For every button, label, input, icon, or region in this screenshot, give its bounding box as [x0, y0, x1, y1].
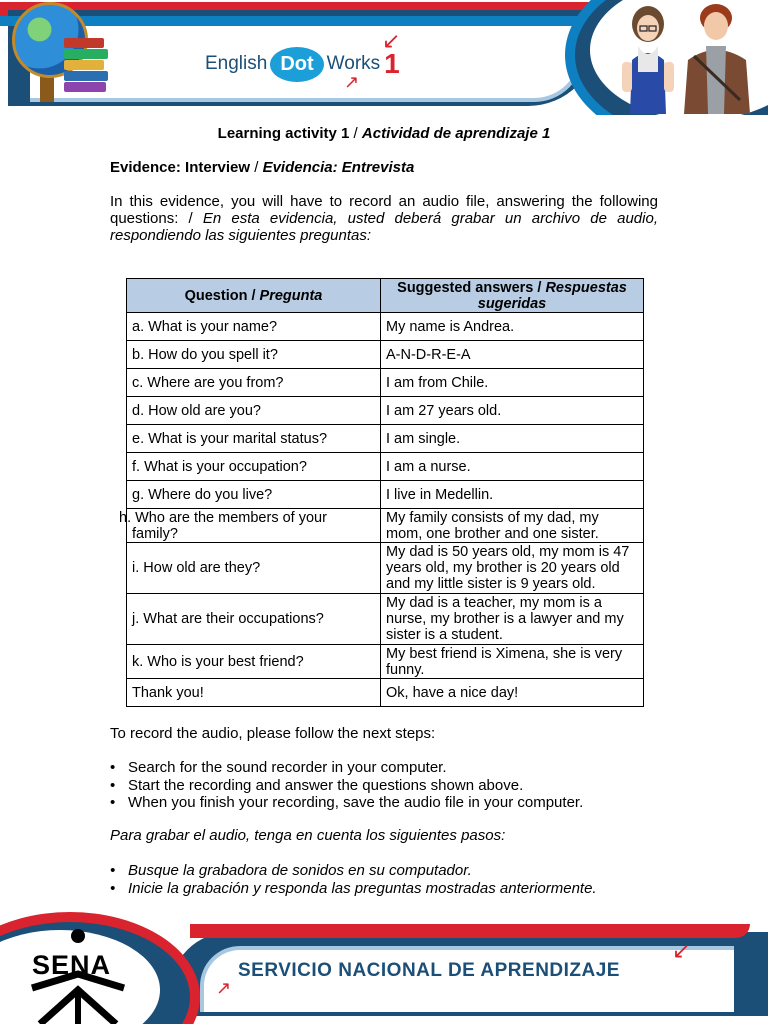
answer-cell: I am 27 years old.: [381, 397, 644, 425]
arrow-up-right-icon: ↗: [216, 978, 232, 998]
footer-banner: [0, 912, 768, 1024]
steps-intro-es: Para grabar el audio, tenga en cuenta los siguientes pasos:: [110, 827, 506, 844]
header-answer: Suggested answers / Respuestas sugeridas: [381, 279, 644, 313]
sena-wordmark: SENA: [32, 950, 112, 980]
table-row: [127, 481, 644, 509]
table-row: [127, 313, 644, 341]
header-blue-stripe: [0, 16, 600, 26]
question-cell: d. How old are you?: [127, 397, 381, 425]
evidence-es: Evidencia: Entrevista: [262, 159, 415, 176]
list-item: • When you finish your recording, save the audio file in your computer.: [110, 794, 583, 812]
table-row: [127, 369, 644, 397]
answer-cell: I am from Chile.: [381, 369, 644, 397]
footer-red-stripe: [190, 924, 750, 938]
title-es: Actividad de aprendizaje 1: [361, 125, 551, 142]
question-cell: a. What is your name?: [127, 313, 381, 341]
header-question: Question / Pregunta: [127, 279, 381, 313]
title-sep: /: [349, 125, 362, 142]
evidence-en: Evidence: Interview: [110, 159, 251, 176]
steps-list-es: [110, 862, 597, 897]
evidence-sep: /: [250, 159, 263, 176]
intro-paragraph: [110, 193, 658, 244]
question-cell: b. How do you spell it?: [127, 341, 381, 369]
qa-table: [119, 278, 644, 707]
boy-illustration-icon: [680, 0, 756, 114]
intro-en: In this evidence, you will have to record an audio file, answering the following questions: /: [110, 193, 658, 227]
question-cell: i. How old are they?: [127, 543, 381, 594]
question-cell: e. What is your marital status?: [127, 425, 381, 453]
steps-intro-en: To record the audio, please follow the next steps:: [110, 725, 436, 742]
table-row: [127, 341, 644, 369]
logo-number: 1: [384, 48, 400, 79]
table-row: [127, 645, 644, 679]
answer-cell: My name is Andrea.: [381, 313, 644, 341]
intro-es: En esta evidencia, usted deberá grabar un archivo de audio, respondiendo las siguientes preguntas:: [110, 210, 658, 244]
books-icon: [64, 38, 110, 92]
answer-cell: My family consists of my dad, my mom, one brother and one sister.: [381, 509, 644, 543]
evidence-heading: [110, 159, 414, 176]
answer-cell: My best friend is Ximena, she is very funny.: [381, 645, 644, 679]
steps-list-en: [110, 759, 583, 812]
list-item: • Inicie la grabación y responda las preguntas mostradas anteriormente.: [110, 880, 597, 898]
logo-works: Works: [326, 53, 381, 74]
answer-cell: I live in Medellin.: [381, 481, 644, 509]
answer-cell: My dad is 50 years old, my mom is 47 years old, my brother is 20 years old and my little sister is 9 years old.: [381, 543, 644, 594]
list-item: • Start the recording and answer the questions shown above.: [110, 777, 583, 795]
answer-cell: Ok, have a nice day!: [381, 679, 644, 707]
answer-cell: I am a nurse.: [381, 453, 644, 481]
arrow-down-left-icon: ↙: [382, 28, 401, 53]
question-cell: Thank you!: [127, 679, 381, 707]
answer-cell: I am single.: [381, 425, 644, 453]
answer-cell: My dad is a teacher, my mom is a nurse, my brother is a lawyer and my sister is a student.: [381, 594, 644, 645]
table-row: [127, 679, 644, 707]
title-en: Learning activity 1: [217, 125, 350, 142]
girl-illustration-icon: [618, 2, 678, 114]
header-banner: [0, 0, 768, 115]
page-title: [0, 125, 768, 142]
question-cell: h. Who are the members of your family?: [127, 509, 381, 543]
question-cell: f. What is your occupation?: [127, 453, 381, 481]
table-row: [127, 594, 644, 645]
table-row: [127, 453, 644, 481]
logo-english: English: [205, 53, 268, 74]
arrow-down-left-icon: ↙: [672, 938, 691, 963]
table-row: [127, 397, 644, 425]
table-row: [127, 509, 644, 543]
table-row: [127, 425, 644, 453]
list-item: • Busque la grabadora de sonidos en su computador.: [110, 862, 597, 880]
question-cell: j. What are their occupations?: [127, 594, 381, 645]
question-cell: c. Where are you from?: [127, 369, 381, 397]
question-cell: g. Where do you live?: [127, 481, 381, 509]
arrow-up-right-icon: ↗: [344, 72, 360, 92]
english-dot-works-logo: [205, 42, 400, 86]
list-item: • Search for the sound recorder in your computer.: [110, 759, 583, 777]
answer-cell: A-N-D-R-E-A: [381, 341, 644, 369]
question-cell: k. Who is your best friend?: [127, 645, 381, 679]
servicio-nacional-title: SERVICIO NACIONAL DE APRENDIZAJE: [238, 960, 620, 981]
table-header-row: [127, 279, 644, 313]
logo-dot: Dot: [270, 47, 323, 82]
table-row: [127, 543, 644, 594]
